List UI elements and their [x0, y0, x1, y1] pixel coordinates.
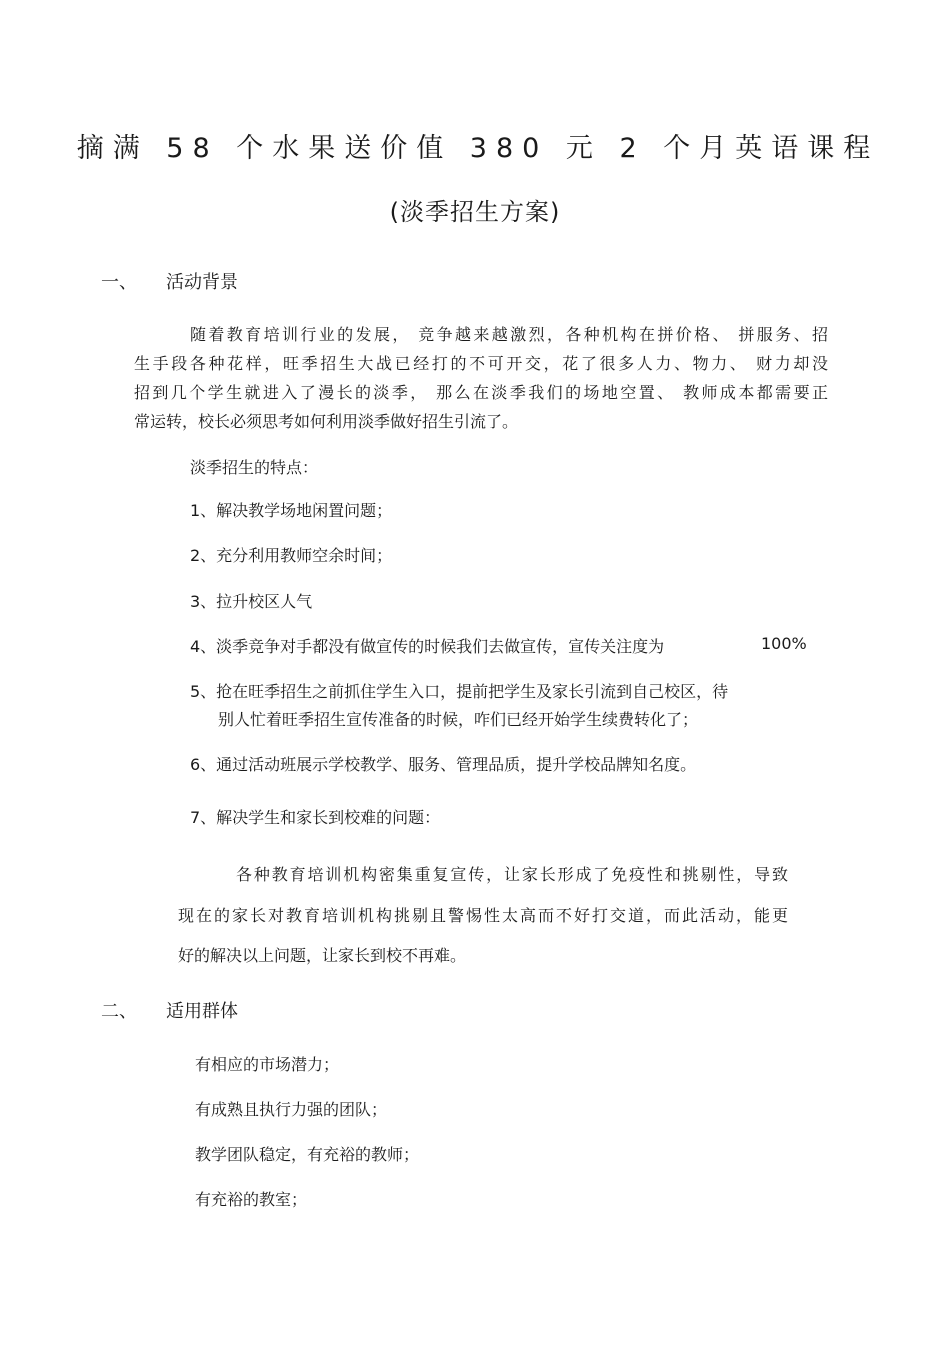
section-1-number: 一、	[101, 272, 137, 293]
paragraph-line: 随着教育培训行业的发展， 竞争越来越激烈，各种机构在拼价格、 拼服务、招	[190, 325, 828, 344]
paragraph-line: 现在的家长对教育培训机构挑剔且警惕性太高而不好打交道，而此活动，能更	[178, 906, 788, 925]
document-subtitle: (淡季招生方案)	[389, 198, 561, 226]
paragraph-line: 生手段各种花样，旺季招生大战已经打的不可开交，花了很多人力、物力、 财力却没	[134, 354, 828, 373]
feature-item: 1、解决教学场地闲置问题；	[190, 501, 393, 520]
feature-item: 6、通过活动班展示学校教学、服务、管理品质，提升学校品牌知名度。	[190, 755, 697, 774]
feature-4-value: 100%	[761, 634, 807, 653]
feature-item-continuation: 别人忙着旺季招生宣传准备的时候，咋们已经开始学生续费转化了；	[218, 710, 699, 729]
feature-item: 3、拉升校区人气	[190, 592, 313, 611]
section-2-title: 适用群体	[166, 1001, 238, 1022]
section-2-number: 二、	[101, 1001, 137, 1022]
features-heading: 淡季招生的特点：	[190, 458, 319, 477]
list-item: 有相应的市场潜力；	[195, 1055, 340, 1074]
paragraph-line: 招到几个学生就进入了漫长的淡季， 那么在淡季我们的场地空置、 教师成本都需要正	[134, 383, 828, 402]
feature-item: 2、充分利用教师空余时间；	[190, 546, 393, 565]
list-item: 有成熟且执行力强的团队；	[195, 1100, 388, 1119]
document-title: 摘满 58 个水果送价值 380 元 2 个月英语课程	[76, 133, 880, 164]
section-1-title: 活动背景	[166, 272, 238, 293]
paragraph-line: 常运转，校长必须思考如何利用淡季做好招生引流了。	[134, 412, 519, 431]
feature-item: 5、抢在旺季招生之前抓住学生入口，提前把学生及家长引流到自己校区，待	[190, 682, 729, 701]
feature-item: 4、淡季竞争对手都没有做宣传的时候我们去做宣传，宣传关注度为	[190, 637, 665, 656]
list-item: 教学团队稳定，有充裕的教师；	[195, 1145, 420, 1164]
paragraph-line: 好的解决以上问题，让家长到校不再难。	[178, 946, 467, 965]
feature-item: 7、解决学生和家长到校难的问题：	[190, 808, 441, 827]
paragraph-line: 各种教育培训机构密集重复宣传，让家长形成了免疫性和挑剔性，导致	[236, 865, 788, 884]
list-item: 有充裕的教室；	[195, 1190, 308, 1209]
